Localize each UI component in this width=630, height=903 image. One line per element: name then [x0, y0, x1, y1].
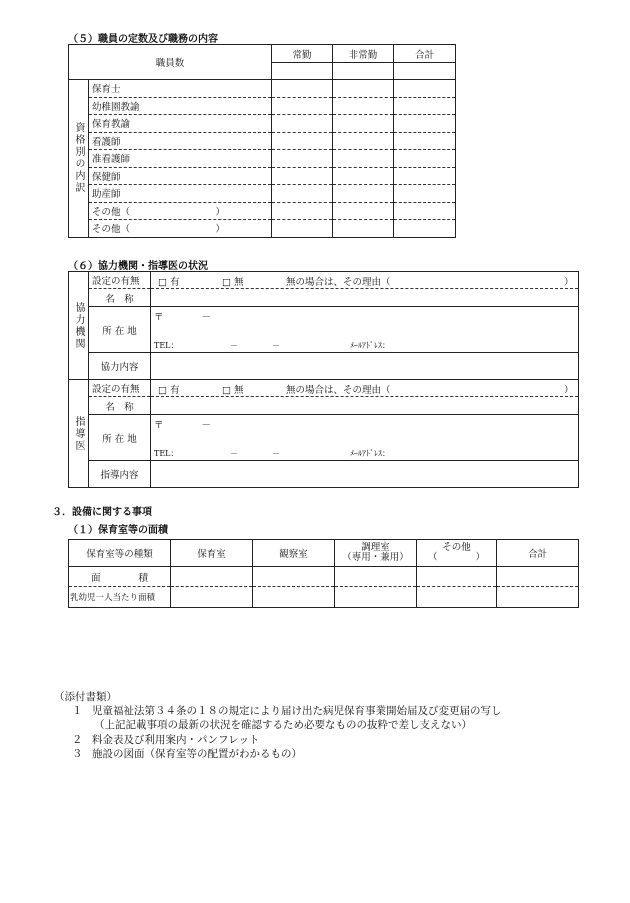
cell-part[interactable]: [333, 97, 394, 115]
yes-checkbox[interactable]: □ 有: [158, 385, 180, 396]
tel-dash: －: [230, 448, 238, 458]
address-field[interactable]: [151, 307, 579, 353]
total-header: 合計: [394, 45, 456, 63]
content-label: 指導内容: [89, 461, 151, 488]
qualification-row-label: その他（ ）: [89, 220, 272, 238]
qualification-row-label: 看護師: [89, 132, 272, 150]
cell-part[interactable]: [333, 132, 394, 150]
name-label: 名 称: [89, 397, 151, 415]
area-cell[interactable]: [497, 567, 579, 587]
kitchen-header: [335, 540, 417, 567]
qualification-row-label: 准看護師: [89, 150, 272, 168]
other-label: その他: [442, 542, 471, 553]
cell-part[interactable]: [333, 115, 394, 133]
qualification-row-label: 幼稚園教諭: [89, 97, 272, 115]
postal-code: 〒 －: [154, 419, 212, 431]
cell-full[interactable]: [272, 115, 333, 133]
attachments-title: （添付書類）: [54, 691, 117, 703]
attachment-text: 児童福祉法第３４条の１８の規定により届け出た病児保育事業開始届及び変更届の写し: [92, 705, 502, 717]
email-label: ﾒｰﾙｱﾄﾞﾚｽ：: [350, 340, 390, 350]
cell-full[interactable]: [272, 220, 333, 238]
attachment-number: １: [72, 705, 83, 717]
cooperating-institution-label: 協力機関: [69, 272, 89, 380]
address-label: 所 在 地: [89, 307, 151, 353]
full-time-total[interactable]: [272, 63, 333, 80]
section3-sub-heading: （１）保育室等の面積: [68, 525, 168, 536]
kitchen-label: 調理室: [361, 542, 390, 553]
cell-full[interactable]: [272, 150, 333, 168]
per-child-cell[interactable]: [417, 587, 497, 608]
setting-options: [151, 380, 579, 397]
cell-total[interactable]: [394, 150, 456, 168]
attachment-text: 施設の図面（保育室等の配置がわかるもの）: [92, 748, 302, 760]
qualification-row-label: 保育教諭: [89, 115, 272, 133]
other-room-header: [417, 540, 497, 567]
nursery-room-header: 保育室: [171, 540, 253, 567]
full-time-header: 常勤: [272, 45, 333, 63]
reason-label: 無の場合は、その理由（: [286, 385, 391, 396]
tel-dash: －: [272, 340, 280, 350]
cell-full[interactable]: [272, 132, 333, 150]
no-checkbox[interactable]: □ 無: [222, 385, 244, 396]
qualification-row-label: 助産師: [89, 185, 272, 203]
per-child-cell[interactable]: [497, 587, 579, 608]
cell-total[interactable]: [394, 167, 456, 185]
cell-total[interactable]: [394, 80, 456, 98]
tel-label: TEL：: [154, 448, 179, 458]
no-checkbox[interactable]: □ 無: [222, 277, 244, 288]
tel-dash: －: [272, 448, 280, 458]
section6-heading: （６）協力機関・指導医の状況: [68, 261, 208, 272]
content-field[interactable]: [151, 353, 579, 380]
reason-label: 無の場合は、その理由（: [286, 277, 391, 288]
name-field[interactable]: [151, 397, 579, 415]
per-child-cell[interactable]: [335, 587, 417, 608]
cell-full[interactable]: [272, 97, 333, 115]
postal-code: 〒 －: [154, 311, 212, 323]
qualification-row-label: その他（ ）: [89, 202, 272, 220]
supervising-doctor-label: 指導医: [69, 380, 89, 488]
other-sub-label: （ ）: [427, 552, 485, 563]
address-field[interactable]: [151, 415, 579, 461]
setting-options: [151, 272, 579, 289]
part-time-total[interactable]: [333, 63, 394, 80]
area-total-header: 合計: [497, 540, 579, 567]
content-field[interactable]: [151, 461, 579, 488]
attachment-number: ２: [72, 734, 83, 746]
cell-part[interactable]: [333, 185, 394, 203]
area-cell[interactable]: [417, 567, 497, 587]
part-time-header: 非常勤: [333, 45, 394, 63]
reason-close: ）: [564, 277, 574, 288]
cooperation-table: [68, 271, 579, 488]
cell-total[interactable]: [394, 185, 456, 203]
area-cell[interactable]: [171, 567, 253, 587]
cell-total[interactable]: [394, 97, 456, 115]
observation-room-header: 観察室: [253, 540, 335, 567]
cell-total[interactable]: [394, 220, 456, 238]
attachment-note: （上記記載事項の最新の状況を確認するため必要なものの抜粋で差し支えない）: [94, 719, 472, 731]
cell-total[interactable]: [394, 202, 456, 220]
per-child-row-label: 乳幼児一人当たり面積: [69, 587, 171, 608]
name-field[interactable]: [151, 289, 579, 307]
cell-total[interactable]: [394, 115, 456, 133]
cell-full[interactable]: [272, 202, 333, 220]
kitchen-sub-label: （専用・兼用）: [342, 552, 409, 563]
name-label: 名 称: [89, 289, 151, 307]
cell-part[interactable]: [333, 202, 394, 220]
attachment-number: ３: [72, 748, 83, 760]
qualification-row-label: 保健師: [89, 167, 272, 185]
qualification-row-label: 保育士: [89, 80, 272, 98]
total-total[interactable]: [394, 63, 456, 80]
cell-total[interactable]: [394, 132, 456, 150]
area-table: [68, 539, 579, 608]
reason-close: ）: [564, 385, 574, 396]
per-child-cell[interactable]: [253, 587, 335, 608]
section3-heading: ３．設備に関する事項: [52, 507, 152, 518]
per-child-cell[interactable]: [171, 587, 253, 608]
qualification-side-label: 資格別の内訳: [69, 80, 89, 238]
attachment-text: 料金表及び利用案内・パンフレット: [92, 734, 260, 746]
cell-part[interactable]: [333, 150, 394, 168]
staff-header: 職員数: [69, 45, 272, 80]
setting-label: 設定の有無: [89, 380, 151, 397]
cell-full[interactable]: [272, 167, 333, 185]
cell-full[interactable]: [272, 185, 333, 203]
area-row-label: 面 積: [69, 567, 171, 587]
yes-checkbox[interactable]: □ 有: [158, 277, 180, 288]
email-label: ﾒｰﾙｱﾄﾞﾚｽ：: [350, 448, 390, 458]
tel-dash: －: [230, 340, 238, 350]
cell-part[interactable]: [333, 80, 394, 98]
cell-part[interactable]: [333, 220, 394, 238]
staff-table: [68, 44, 456, 238]
cell-full[interactable]: [272, 80, 333, 98]
area-cell[interactable]: [335, 567, 417, 587]
setting-label: 設定の有無: [89, 272, 151, 289]
tel-label: TEL：: [154, 340, 179, 350]
area-cell[interactable]: [253, 567, 335, 587]
content-label: 協力内容: [89, 353, 151, 380]
room-type-header: 保育室等の種類: [69, 540, 171, 567]
address-label: 所 在 地: [89, 415, 151, 461]
cell-part[interactable]: [333, 167, 394, 185]
section5-heading: （５）職員の定数及び職務の内容: [68, 34, 218, 45]
